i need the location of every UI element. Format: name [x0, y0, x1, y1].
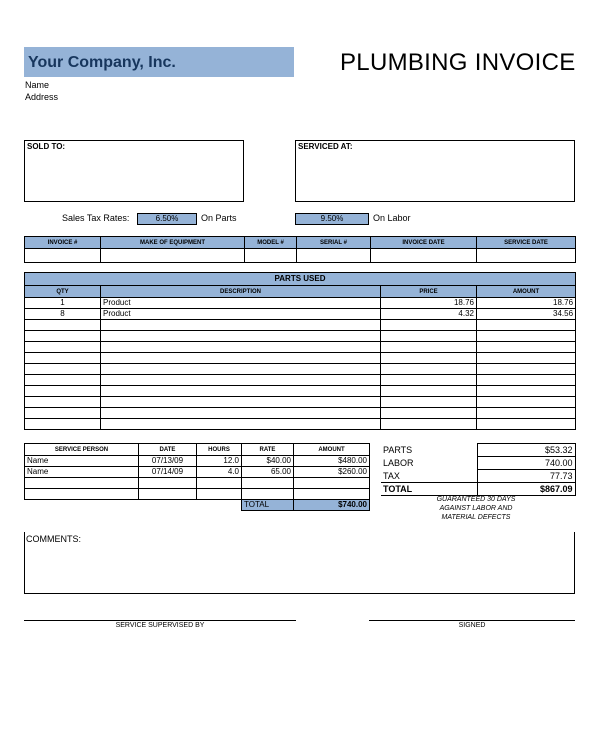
parts-used-table [24, 272, 576, 430]
company-name: Your Company, Inc. [28, 54, 176, 71]
company-contact-name: Name [25, 80, 50, 90]
labor-total-label: TOTAL [242, 500, 294, 511]
col-invoice-number: INVOICE # [25, 237, 101, 249]
parts-row [25, 342, 576, 353]
parts-row [25, 375, 576, 386]
col-description: DESCRIPTION [101, 286, 381, 298]
summary-label: LABOR [381, 457, 477, 470]
labor-tax-rate[interactable]: 9.50% [295, 213, 369, 225]
comments-label: COMMENTS: [26, 534, 81, 544]
parts-description-cell[interactable]: Product [101, 309, 381, 320]
parts-amount-cell[interactable] [477, 375, 576, 386]
col-hours: HOURS [197, 444, 242, 456]
labor-date-cell[interactable] [139, 478, 197, 489]
guarantee-line-1: GUARANTEED 30 DAYS [436, 496, 516, 503]
col-price: PRICE [381, 286, 477, 298]
parts-price-cell[interactable] [381, 342, 477, 353]
labor-date-cell[interactable] [139, 489, 197, 500]
col-service-date: SERVICE DATE [477, 237, 576, 249]
parts-description-cell[interactable] [101, 331, 381, 342]
col-make-of-equipment: MAKE OF EQUIPMENT [101, 237, 245, 249]
parts-amount-cell[interactable] [477, 419, 576, 430]
parts-qty-cell[interactable] [25, 408, 101, 419]
labor-hours-cell[interactable]: 4.0 [197, 467, 242, 478]
labor-rate-cell[interactable] [242, 478, 294, 489]
parts-row [25, 353, 576, 364]
serviced-at-box[interactable] [295, 140, 575, 202]
col-serial-number: SERIAL # [297, 237, 371, 249]
parts-amount-cell[interactable] [477, 408, 576, 419]
labor-person-cell[interactable]: Name [25, 467, 139, 478]
parts-amount-cell[interactable] [477, 320, 576, 331]
parts-price-cell[interactable]: 4.32 [381, 309, 477, 320]
col-date: DATE [139, 444, 197, 456]
sold-to-label: SOLD TO: [27, 142, 66, 151]
parts-price-cell[interactable]: 18.76 [381, 298, 477, 309]
parts-row [25, 419, 576, 430]
company-address: Address [25, 92, 59, 102]
parts-row [25, 298, 576, 309]
guarantee-line-2: AGAINST LABOR AND [439, 505, 513, 512]
labor-rate-cell[interactable]: 65.00 [242, 467, 294, 478]
col-invoice-date: INVOICE DATE [371, 237, 477, 249]
summary-row [381, 444, 575, 457]
parts-qty-cell[interactable] [25, 353, 101, 364]
parts-description-cell[interactable] [101, 364, 381, 375]
parts-description-cell[interactable] [101, 408, 381, 419]
parts-qty-cell[interactable]: 8 [25, 309, 101, 320]
parts-price-cell[interactable] [381, 397, 477, 408]
signed-label: SIGNED [458, 622, 486, 629]
labor-hours-cell[interactable] [197, 489, 242, 500]
parts-row [25, 408, 576, 419]
signed-signature-line[interactable] [369, 620, 575, 621]
parts-description-cell[interactable] [101, 397, 381, 408]
labor-row [25, 489, 370, 500]
parts-tax-label: On Parts [201, 213, 237, 223]
service-date-cell[interactable] [477, 249, 576, 263]
invoice-number-cell[interactable] [25, 249, 101, 263]
parts-description-cell[interactable] [101, 375, 381, 386]
summary-row [381, 483, 575, 496]
comments-box[interactable] [24, 532, 575, 594]
parts-row [25, 364, 576, 375]
labor-tax-label: On Labor [373, 213, 411, 223]
col-rate: RATE [242, 444, 294, 456]
parts-qty-cell[interactable] [25, 342, 101, 353]
parts-qty-cell[interactable] [25, 386, 101, 397]
parts-amount-cell[interactable] [477, 386, 576, 397]
parts-price-cell[interactable] [381, 375, 477, 386]
parts-description-cell[interactable] [101, 342, 381, 353]
parts-qty-cell[interactable] [25, 320, 101, 331]
parts-row [25, 386, 576, 397]
summary-label: PARTS [381, 444, 477, 457]
labor-rate-cell[interactable] [242, 489, 294, 500]
parts-qty-cell[interactable]: 1 [25, 298, 101, 309]
col-model-number: MODEL # [245, 237, 297, 249]
labor-row [25, 456, 370, 467]
summary-value: $867.09 [477, 483, 575, 496]
labor-amount-cell[interactable]: $260.00 [294, 467, 370, 478]
guarantee-line-3: MATERIAL DEFECTS [441, 514, 511, 521]
sales-tax-label: Sales Tax Rates: [62, 213, 130, 223]
labor-date-cell[interactable]: 07/13/09 [139, 456, 197, 467]
labor-person-cell[interactable] [25, 489, 139, 500]
parts-price-cell[interactable] [381, 408, 477, 419]
parts-price-cell[interactable] [381, 386, 477, 397]
parts-amount-cell[interactable] [477, 342, 576, 353]
labor-table [24, 443, 370, 511]
parts-qty-cell[interactable] [25, 419, 101, 430]
labor-total-value: $740.00 [294, 500, 370, 511]
labor-row [25, 478, 370, 489]
invoice-title: PLUMBING INVOICE [340, 49, 576, 76]
parts-qty-cell[interactable] [25, 364, 101, 375]
labor-rate-cell[interactable]: $40.00 [242, 456, 294, 467]
col-amount: AMOUNT [477, 286, 576, 298]
parts-description-cell[interactable] [101, 386, 381, 397]
parts-amount-cell[interactable]: 34.56 [477, 309, 576, 320]
serial-cell[interactable] [297, 249, 371, 263]
col-labor-amount: AMOUNT [294, 444, 370, 456]
parts-amount-cell[interactable]: 18.76 [477, 298, 576, 309]
labor-amount-cell[interactable]: $480.00 [294, 456, 370, 467]
parts-row [25, 309, 576, 320]
invoice-info-table [24, 236, 576, 263]
parts-price-cell[interactable] [381, 364, 477, 375]
sold-to-box[interactable] [24, 140, 244, 202]
parts-description-cell[interactable] [101, 419, 381, 430]
summary-value: 77.73 [477, 470, 575, 483]
supervised-label: SERVICE SUPERVISED BY [115, 622, 205, 629]
col-service-person: SERVICE PERSON [25, 444, 139, 456]
parts-price-cell[interactable] [381, 419, 477, 430]
parts-price-cell[interactable] [381, 353, 477, 364]
summary-table [381, 443, 576, 496]
parts-qty-cell[interactable] [25, 331, 101, 342]
labor-person-cell[interactable] [25, 478, 139, 489]
parts-amount-cell[interactable] [477, 353, 576, 364]
labor-person-cell[interactable]: Name [25, 456, 139, 467]
parts-used-title: PARTS USED [25, 273, 576, 286]
summary-label: TAX [381, 470, 477, 483]
parts-amount-cell[interactable] [477, 397, 576, 408]
supervised-signature-line[interactable] [24, 620, 296, 621]
parts-row [25, 320, 576, 331]
parts-price-cell[interactable] [381, 331, 477, 342]
parts-row [25, 397, 576, 408]
labor-row [25, 467, 370, 478]
parts-amount-cell[interactable] [477, 331, 576, 342]
parts-row [25, 331, 576, 342]
parts-price-cell[interactable] [381, 320, 477, 331]
parts-description-cell[interactable]: Product [101, 298, 381, 309]
parts-amount-cell[interactable] [477, 364, 576, 375]
summary-label: TOTAL [381, 483, 477, 496]
model-cell[interactable] [245, 249, 297, 263]
labor-hours-cell[interactable]: 12.0 [197, 456, 242, 467]
summary-value: $53.32 [477, 444, 575, 457]
equipment-cell[interactable] [101, 249, 245, 263]
parts-tax-rate[interactable]: 6.50% [137, 213, 197, 225]
col-qty: QTY [25, 286, 101, 298]
summary-row [381, 470, 575, 483]
labor-amount-cell[interactable] [294, 489, 370, 500]
labor-hours-cell[interactable] [197, 478, 242, 489]
parts-qty-cell[interactable] [25, 375, 101, 386]
parts-description-cell[interactable] [101, 353, 381, 364]
summary-row [381, 457, 575, 470]
summary-value: 740.00 [477, 457, 575, 470]
labor-amount-cell[interactable] [294, 478, 370, 489]
labor-date-cell[interactable]: 07/14/09 [139, 467, 197, 478]
invoice-date-cell[interactable] [371, 249, 477, 263]
serviced-at-label: SERVICED AT: [298, 142, 353, 151]
parts-description-cell[interactable] [101, 320, 381, 331]
parts-qty-cell[interactable] [25, 397, 101, 408]
